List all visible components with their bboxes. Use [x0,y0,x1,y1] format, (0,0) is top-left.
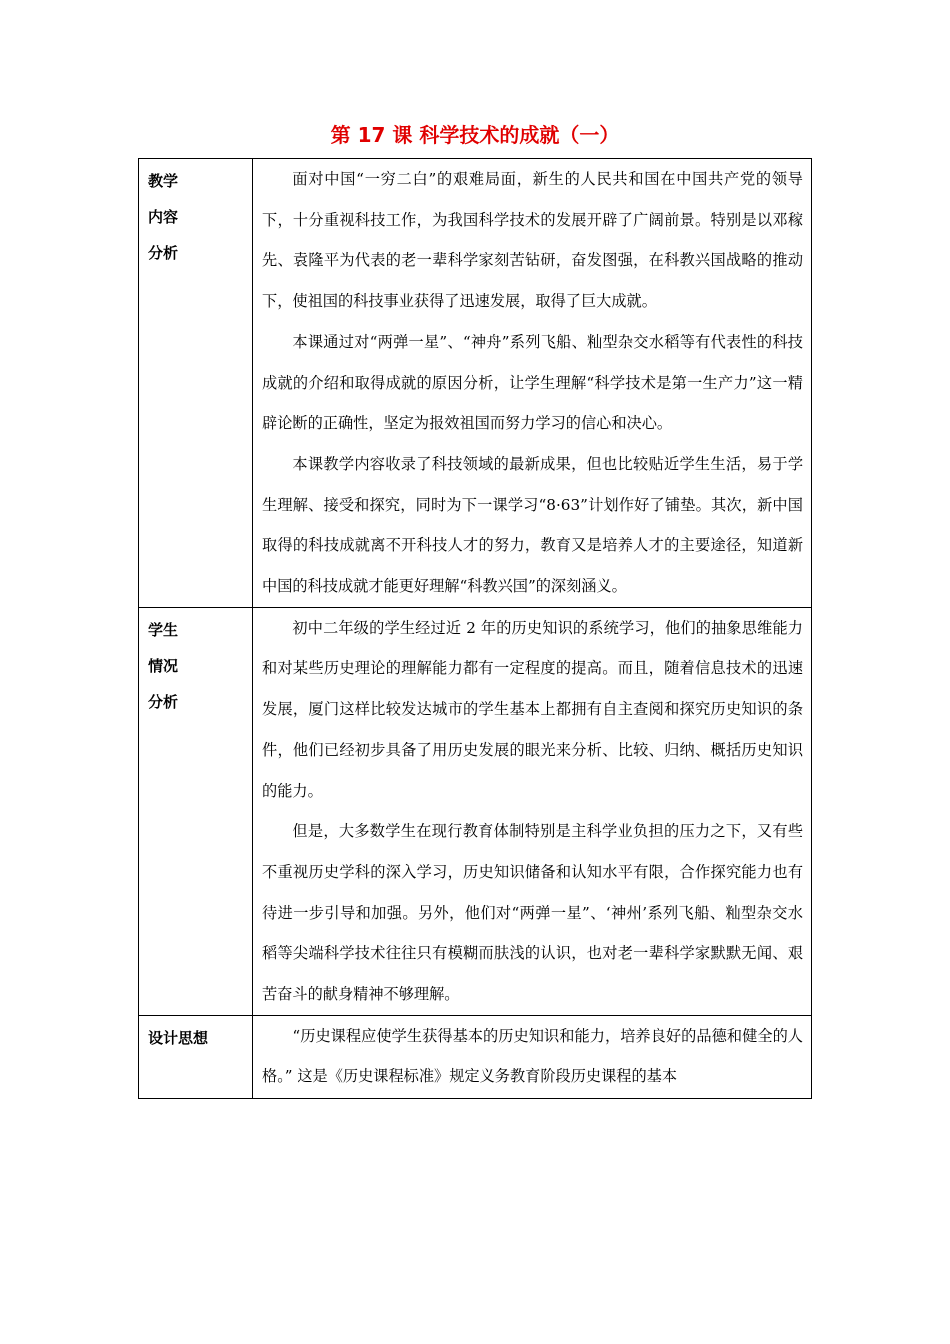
row-label-teaching-content [139,159,253,608]
content-paragraph: 但是，大多数学生在现行教育体制特别是主科学业负担的压力之下，又有些不重视历史学科的深入学习，历史知识储备和认知水平有限，合作探究能力也有待进一步引导和加强。另外，他们对“两弹一星”、‘神州’系列飞船、籼型杂交水稻等尖端科学技术往往只有模糊而肤浅的认识，也对老一辈科学家默默无闻、艰苦奋斗的献身精神不够理解。 [262,822,803,1004]
row-content-design-idea [253,1015,812,1098]
row-label-line: 内容 [148,208,179,226]
row-label-line: 分析 [148,244,179,262]
content-paragraph: 本课通过对“两弹一星”、“神舟”系列飞船、籼型杂交水稻等有代表性的科技成就的介绍和取得成就的原因分析，让学生理解“科学技术是第一生产力”这一精辟论断的正确性，坚定为报效祖国而努力学习的信心和决心。 [262,332,803,433]
content-paragraph: “历史课程应使学生获得基本的历史知识和能力，培养良好的品德和健全的人格。” 这是《历史课程标准》规定义务教育阶段历史课程的基本 [262,1026,803,1086]
content-paragraph: 本课教学内容收录了科技领域的最新成果，但也比较贴近学生生活，易于学生理解、接受和探究，同时为下一课学习“8·63”计划作好了铺垫。其次，新中国取得的科技成就离不开科技人才的努力，教育又是培养人才的主要途径，知道新中国的科技成就才能更好理解“科教兴国”的深刻涵义。 [262,454,803,596]
table-row-design-idea [139,1015,812,1098]
row-label-line: 学生 [148,620,179,639]
row-label-student-analysis [139,607,253,1015]
row-content-teaching-content [253,159,812,608]
row-label-line: 设计思想 [148,1028,209,1047]
table-row-student-analysis [139,607,812,1015]
content-paragraph: 面对中国“一穷二白”的艰难局面，新生的人民共和国在中国共产党的领导下，十分重视科技工作，为我国科学技术的发展开辟了广阔前景。特别是以邓稼先、袁隆平为代表的老一辈科学家刻苦钻研，奋发图强，在科教兴国战略的推动下，使祖国的科技事业获得了迅速发展，取得了巨大成就。 [262,170,803,311]
row-content-student-analysis [253,607,812,1015]
row-label-line: 分析 [148,692,179,711]
row-label-line: 教学 [148,172,179,190]
content-paragraph: 初中二年级的学生经过近 2 年的历史知识的系统学习，他们的抽象思维能力和对某些历史理论的理解能力都有一定程度的提高。而且，随着信息技术的迅速发展，厦门这样比较发达城市的学生基本上都拥有自主查阅和探究历史知识的条件，他们已经初步具备了用历史发展的眼光来分析、比较、归纳、概括历史知识的能力。 [262,618,803,800]
row-label-line: 情况 [148,656,179,675]
lesson-plan-table [138,158,812,1099]
table-row-teaching-content [139,159,812,608]
row-label-design-idea [139,1015,253,1098]
page-title: 第 17 课 科学技术的成就（一） [330,123,620,147]
